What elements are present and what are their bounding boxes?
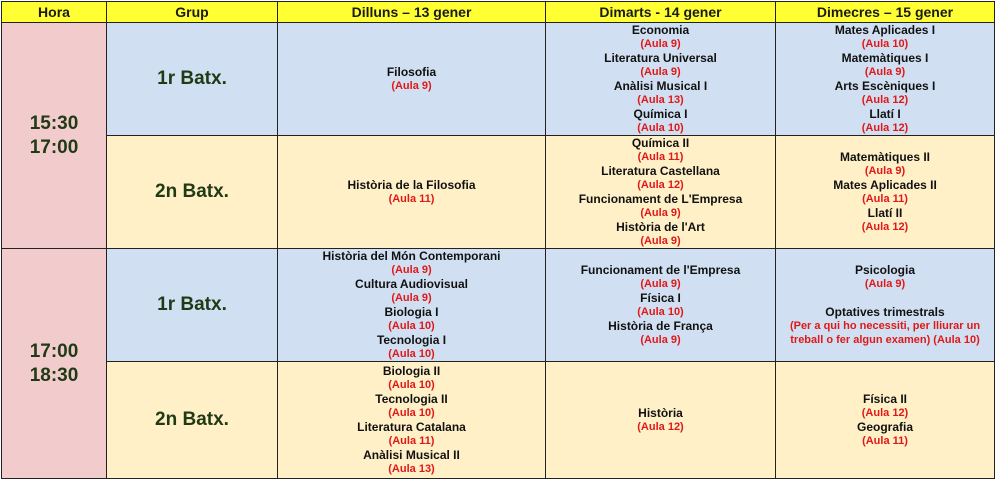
room-label: (Aula 12) xyxy=(861,407,909,419)
room-label: (Aula 11) xyxy=(637,151,684,163)
subject-name: Literatura Castellana xyxy=(601,164,720,178)
group-label: 1r Batx. xyxy=(107,249,278,362)
header-hora: Hora xyxy=(2,2,107,23)
room-label: (Aula 10) xyxy=(388,379,435,391)
room-label: (Aula 10) xyxy=(861,38,909,50)
table-row xyxy=(2,249,995,362)
room-label: (Aula 9) xyxy=(640,334,681,346)
schedule-cell xyxy=(546,23,776,136)
subject-name: Funcionament de L'Empresa xyxy=(578,192,743,206)
time-start: 17:00 xyxy=(29,340,79,362)
header-dimarts: Dimarts - 14 gener xyxy=(546,2,776,23)
room-label: (Aula 9) xyxy=(640,38,681,50)
subject-name: Tecnologia II xyxy=(375,392,448,406)
room-label: (Aula 9) xyxy=(391,264,432,276)
header-dilluns: Dilluns – 13 gener xyxy=(278,2,546,23)
schedule-cell xyxy=(776,23,995,136)
subject-name: Física II xyxy=(862,392,908,406)
schedule-cell xyxy=(278,136,546,249)
subject-name: Matemàtiques I xyxy=(841,51,929,65)
room-label: (Aula 9) xyxy=(640,278,681,290)
schedule-cell xyxy=(278,23,546,136)
subject-name: Mates Aplicades II xyxy=(833,178,937,192)
subject-name: Literatura Universal xyxy=(604,51,717,65)
subject-name: Tecnologia I xyxy=(376,333,447,347)
time-end: 17:00 xyxy=(29,136,79,158)
subject-name: Matemàtiques II xyxy=(839,150,931,164)
subject-name: Cultura Audiovisual xyxy=(355,277,468,291)
subject-name: Llatí II xyxy=(867,206,903,220)
room-label: (Aula 9) xyxy=(864,278,906,290)
subject-name: Història de França xyxy=(608,319,713,333)
time-end: 18:30 xyxy=(29,364,79,386)
room-label: (Aula 9) xyxy=(391,292,432,304)
subject-name: Història de l'Art xyxy=(616,220,705,234)
room-label: (Aula 10) xyxy=(388,348,435,360)
room-label: (Aula 9) xyxy=(640,235,681,247)
subject-name: Anàlisi Musical II xyxy=(363,448,460,462)
room-label: (Aula 12) xyxy=(637,179,684,191)
group-label: 2n Batx. xyxy=(107,136,278,249)
schedule-table xyxy=(1,1,995,479)
room-label: (Aula 11) xyxy=(388,435,435,447)
schedule-cell xyxy=(776,362,995,479)
room-label: (Aula 10) xyxy=(637,122,684,134)
room-label: (Aula 9) xyxy=(640,207,681,219)
room-label: (Aula 10) xyxy=(388,320,435,332)
spacer xyxy=(776,291,994,305)
header-row xyxy=(2,2,995,23)
subject-name: Llatí I xyxy=(869,107,901,121)
table-row xyxy=(2,136,995,249)
room-label: (Aula 11) xyxy=(862,435,908,447)
subject-name: Psicologia xyxy=(854,263,916,277)
schedule-cell xyxy=(776,136,995,249)
subject-name: Filosofia xyxy=(386,65,437,79)
subject-name: Optatives trimestrals xyxy=(825,305,945,319)
room-label: (Aula 13) xyxy=(637,94,684,106)
subject-name: Anàlisi Musical I xyxy=(613,79,708,93)
room-label: (Aula 10) xyxy=(637,306,684,318)
room-label: (Aula 13) xyxy=(388,463,435,475)
room-label: (Aula 12) xyxy=(861,94,909,106)
time-slot-1 xyxy=(2,23,107,249)
room-label: (Aula 11) xyxy=(388,193,435,205)
subject-name: Economia xyxy=(631,23,690,37)
room-label: (Per a qui ho necessiti, per lliurar un treball o fer algun examen) (Aula 10) xyxy=(789,320,981,346)
room-label: (Aula 10) xyxy=(388,407,435,419)
schedule-cell xyxy=(776,249,995,362)
subject-name: Geografia xyxy=(856,420,913,434)
group-label: 1r Batx. xyxy=(107,23,278,136)
schedule-cell xyxy=(278,249,546,362)
schedule-cell xyxy=(546,362,776,479)
room-label: (Aula 9) xyxy=(864,165,906,177)
subject-name: Arts Escèniques I xyxy=(834,79,936,93)
subject-name: Química II xyxy=(631,136,690,150)
header-grup: Grup xyxy=(107,2,278,23)
room-label: (Aula 12) xyxy=(861,122,909,134)
schedule-cell xyxy=(278,362,546,479)
subject-name: Biologia II xyxy=(382,364,441,378)
subject-name: Història del Món Contemporani xyxy=(322,249,501,263)
subject-name: Història de la Filosofia xyxy=(347,178,476,192)
header-dimecres: Dimecres – 15 gener xyxy=(776,2,995,23)
room-label: (Aula 9) xyxy=(640,66,681,78)
group-label: 2n Batx. xyxy=(107,362,278,479)
subject-name: Literatura Catalana xyxy=(357,420,466,434)
subject-name: Mates Aplicades I xyxy=(834,23,936,37)
room-label: (Aula 11) xyxy=(862,193,908,205)
room-label: (Aula 12) xyxy=(861,221,909,233)
schedule-cell xyxy=(546,249,776,362)
time-slot-2 xyxy=(2,249,107,479)
schedule-cell xyxy=(546,136,776,249)
table-row xyxy=(2,362,995,479)
subject-name: Història xyxy=(638,406,683,420)
table-row xyxy=(2,23,995,136)
room-label: (Aula 9) xyxy=(391,80,432,92)
time-start: 15:30 xyxy=(29,112,79,134)
subject-name: Física I xyxy=(640,291,681,305)
subject-name: Biologia I xyxy=(384,305,439,319)
subject-name: Funcionament de l'Empresa xyxy=(580,263,741,277)
room-label: (Aula 9) xyxy=(864,66,906,78)
subject-name: Química I xyxy=(633,107,688,121)
room-label: (Aula 12) xyxy=(637,421,684,433)
